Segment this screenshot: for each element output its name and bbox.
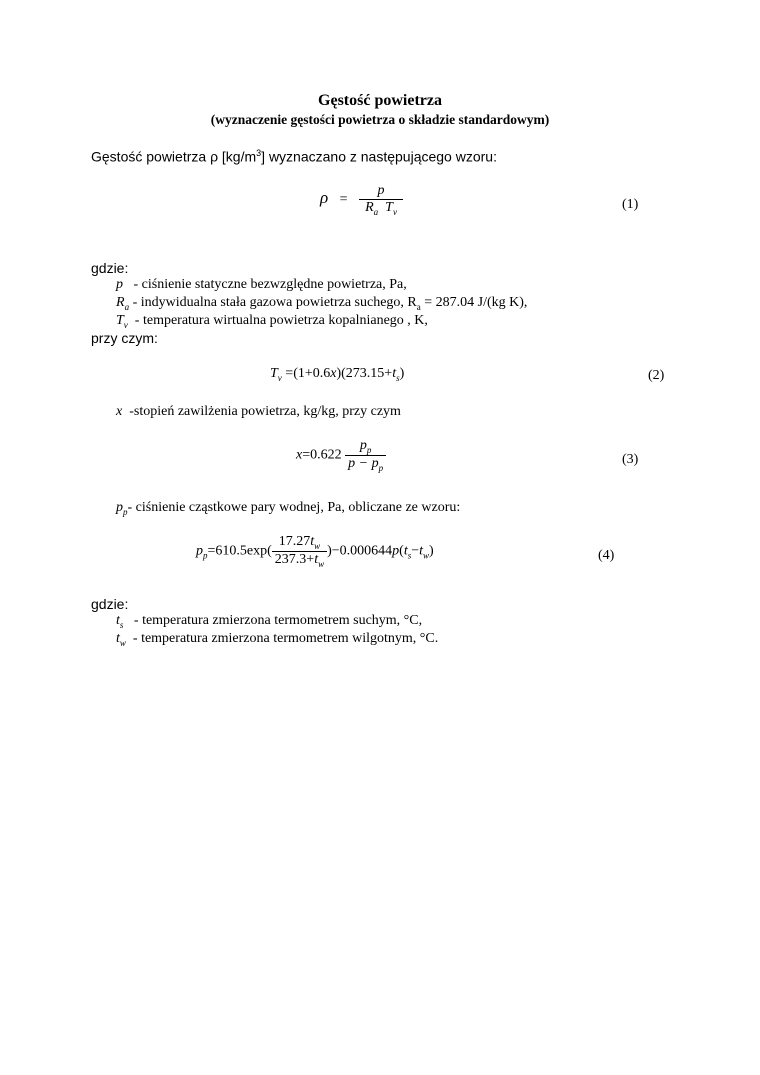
def-ra-sub: a	[124, 301, 130, 312]
eq2-ts-sub: s	[396, 372, 400, 383]
intro-unit-sup: 3	[256, 148, 262, 158]
eq4-lhs-sub: p	[203, 550, 208, 561]
def-p	[116, 277, 407, 293]
equation-2	[270, 366, 404, 383]
eq1-fraction	[359, 183, 403, 217]
eq4-part2: )−0.000644	[327, 543, 393, 559]
eq3-den-sub: p	[378, 462, 384, 473]
def-p-symbol: p	[116, 277, 123, 292]
equation-4	[196, 534, 434, 569]
eq4-tw: t	[419, 543, 424, 559]
eq3-coef: =0.622	[302, 447, 342, 463]
eq3-number: (3)	[622, 452, 639, 467]
eq4-den-t-sub: w	[318, 558, 325, 569]
eq4-ts-sub: s	[407, 550, 412, 561]
eq2-number: (2)	[648, 368, 665, 383]
eq1-den-r: R	[365, 200, 374, 215]
eq2-close: )	[399, 366, 405, 381]
intro-after: ] wyznaczano z następującego wzoru:	[261, 148, 497, 165]
def-tv-text: - temperatura wirtualna powietrza kopalnianego , K,	[134, 313, 428, 328]
def-tw-sub: w	[119, 637, 126, 648]
eq4-part1: =610.5exp(	[207, 543, 272, 559]
def-x-symbol: x	[116, 404, 123, 419]
def-pp-symbol: p	[116, 500, 123, 515]
where-label-2: gdzie:	[91, 596, 129, 612]
def-tv	[116, 313, 428, 330]
eq4-num-t-sub: w	[314, 540, 321, 551]
eq2-t-sub: v	[277, 372, 282, 383]
equation-3	[296, 438, 386, 473]
where-label-1: gdzie:	[91, 260, 129, 276]
eq3-den: p − p	[348, 455, 379, 471]
eq4-number: (4)	[598, 548, 615, 563]
def-ts-text: - temperatura zmierzona termometrem suchym, °C,	[133, 613, 423, 628]
def-ra-text-after: = 287.04 J/(kg K),	[420, 295, 528, 310]
def-tw-text: - temperatura zmierzona termometrem wilgotnym, °C.	[132, 631, 439, 646]
eq4-lhs: p	[196, 543, 203, 559]
eq2-rhs: =(1+0.6	[285, 366, 331, 381]
eq4-num-t: t	[310, 534, 315, 549]
def-p-text: - ciśnienie statyczne bezwzględne powietrza, Pa,	[133, 277, 407, 292]
equation-1	[320, 183, 403, 217]
eq3-num: p	[359, 438, 367, 453]
intro-line	[91, 148, 497, 165]
eq4-part3: (	[399, 543, 404, 559]
eq1-number: (1)	[622, 197, 639, 212]
eq1-lhs: ρ	[320, 188, 329, 208]
def-ra-text: - indywidualna stała gazowa powietrza suchego, R	[132, 295, 417, 310]
eq1-den-t-sub: v	[392, 206, 397, 217]
eq3-denominator	[345, 455, 386, 473]
eq4-numerator	[272, 534, 327, 551]
eq4-fraction	[272, 534, 327, 569]
eq2-x: x	[330, 366, 337, 381]
eq4-den-t: t	[314, 551, 319, 567]
eq2-ts: t	[392, 366, 397, 381]
def-ra-text-sub: a	[416, 301, 421, 312]
eq4-minus: −	[411, 543, 420, 559]
def-tw-symbol: t	[116, 631, 120, 646]
def-ts	[116, 613, 422, 630]
def-pp	[116, 500, 460, 517]
eq2-t: T	[270, 366, 278, 381]
def-ra	[116, 295, 527, 312]
eq4-denominator	[272, 551, 327, 569]
eq1-denominator	[359, 199, 403, 217]
eq1-equals: =	[339, 192, 348, 208]
intro-text: Gęstość powietrza	[91, 148, 211, 165]
eq4-tw-sub: w	[423, 550, 430, 561]
def-pp-text: - ciśnienie cząstkowe pary wodnej, Pa, obliczane ze wzoru:	[127, 500, 461, 515]
def-x-text: -stopień zawilżenia powietrza, kg/kg, przy czym	[129, 404, 401, 419]
def-tv-sub: v	[123, 319, 128, 330]
eq4-den: 237.3+	[274, 551, 315, 567]
def-tw	[116, 631, 438, 648]
eq3-lhs: x	[296, 447, 303, 463]
eq1-den-r-sub: a	[373, 206, 379, 217]
eq4-close: )	[429, 543, 434, 559]
eq4-ts: t	[403, 543, 408, 559]
przy-czym-label: przy czym:	[91, 330, 158, 346]
rho-symbol: ρ	[210, 148, 219, 165]
def-ts-symbol: t	[116, 613, 120, 628]
eq3-numerator	[345, 438, 386, 455]
eq4-num: 17.27	[278, 534, 311, 549]
eq3-num-sub: p	[366, 444, 372, 455]
page-title: Gęstość powietrza	[318, 92, 442, 109]
page-subtitle: (wyznaczenie gęstości powietrza o składzie standardowym)	[210, 112, 550, 127]
def-x	[116, 404, 401, 420]
def-pp-sub: p	[123, 506, 128, 517]
eq2-rhs2: )(273.15+	[336, 366, 393, 381]
def-ts-sub: s	[119, 619, 124, 630]
eq4-p: p	[392, 543, 400, 559]
eq1-den-t: T	[385, 200, 393, 215]
intro-unit: [kg/m	[218, 148, 257, 165]
eq3-fraction	[345, 438, 386, 473]
def-tv-symbol: T	[116, 313, 124, 328]
eq1-numerator: p	[377, 183, 385, 198]
def-ra-symbol: R	[116, 295, 125, 310]
